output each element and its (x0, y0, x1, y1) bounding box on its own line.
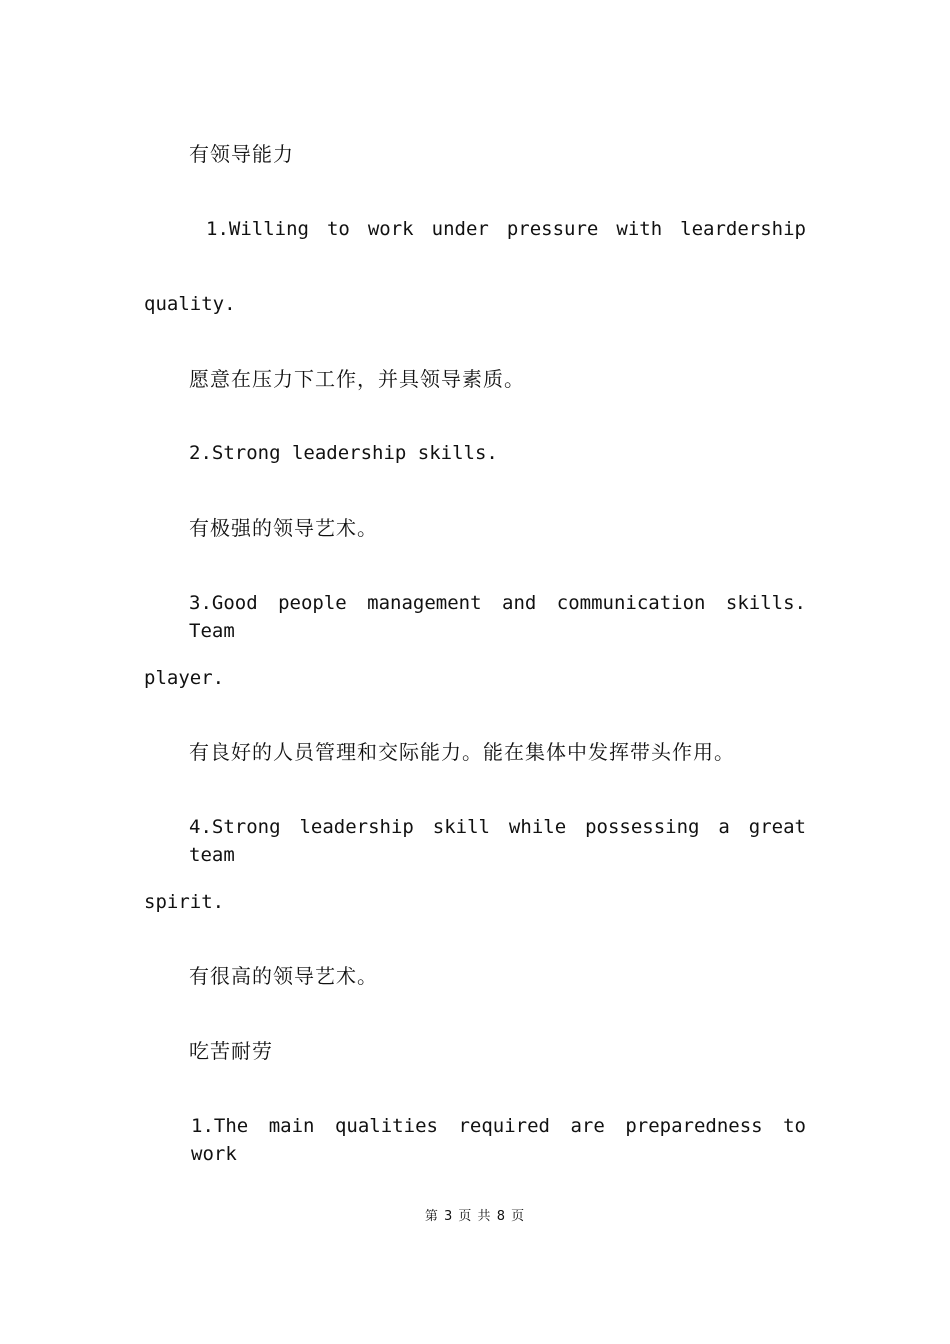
paragraph-3-line-2: player. (144, 667, 225, 689)
paragraph-5-line-1: 1.The main qualities required are preparedness to work (191, 1115, 806, 1165)
translation-2: 有极强的领导艺术。 (189, 516, 378, 540)
paragraph-4-line-2: spirit. (144, 891, 225, 913)
paragraph-3-line-1: 3.Good people management and communication skills. Team (189, 592, 806, 642)
paragraph-1-line-2: quality. (144, 293, 236, 315)
paragraph-2: 2.Strong leadership skills. (189, 442, 498, 464)
translation-1: 愿意在压力下工作，并具领导素质。 (189, 367, 525, 391)
heading-leadership: 有领导能力 (189, 142, 294, 166)
page-number-footer: 第 3 页 共 8 页 (424, 1209, 526, 1224)
paragraph-1-line-1: 1.Willing to work under pressure with leardership (206, 218, 806, 240)
translation-3: 有良好的人员管理和交际能力。能在集体中发挥带头作用。 (189, 740, 735, 764)
paragraph-4-line-1: 4.Strong leadership skill while possessing a great team (189, 816, 806, 866)
translation-4: 有很高的领导艺术。 (189, 964, 378, 988)
heading-hardworking: 吃苦耐劳 (189, 1039, 273, 1063)
